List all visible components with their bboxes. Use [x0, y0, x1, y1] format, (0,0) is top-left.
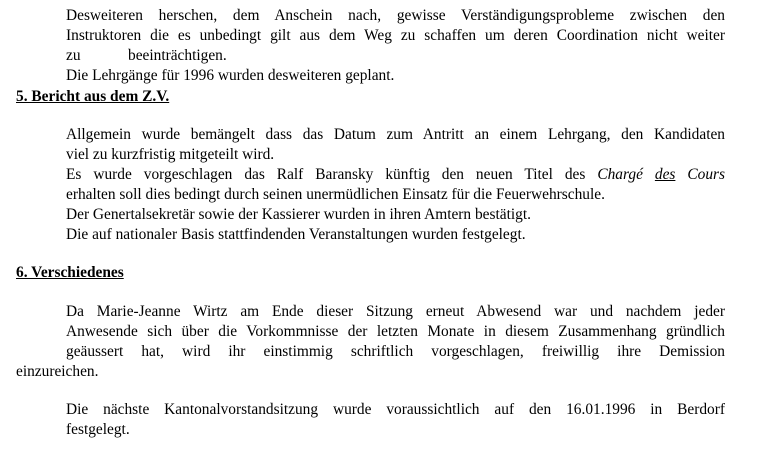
intro-line-4: Die Lehrgänge für 1996 wurden desweiteren geplant.	[66, 67, 395, 84]
title-cours: Cours	[675, 166, 725, 183]
section-5-p1-line-2: viel zu kurzfristig mitgeteilt wird.	[66, 146, 275, 163]
section-5-p2-line-1	[66, 165, 725, 185]
section-5-p4: Die auf nationaler Basis stattfindenden Veranstaltungen wurden festgelegt.	[66, 226, 526, 243]
section-6-heading: 6. Verschiedenes	[16, 264, 124, 281]
section-6-p1-line-1: Da Marie-Jeanne Wirtz am Ende dieser Sitzung erneut Abwesend war und nachdem jeder	[66, 303, 725, 320]
section-5-p3: Der Genertalsekretär sowie der Kassierer wurden in ihren Amtern bestätigt.	[66, 206, 531, 223]
intro-line-3b: beeinträchtigen.	[128, 47, 227, 64]
section-6-p1-line-2: Anwesende sich über die Vorkommnisse der letzten Monate in diesem Zusammenhang gründlich	[66, 323, 725, 340]
title-charge: Chargé	[597, 166, 655, 183]
intro-line-2: Instruktoren die es unbedingt gilt aus dem Weg zu schaffen um deren Coordination nicht weiter	[66, 27, 725, 44]
intro-line-1: Desweiteren herschen, dem Anschein nach, gewisse Verständigungsprobleme zwischen den	[66, 7, 725, 24]
intro-line-3a: zu	[66, 47, 81, 64]
section-5-heading: 5. Bericht aus dem Z.V.	[16, 88, 170, 105]
section-5-p1-line-1: Allgemein wurde bemängelt dass das Datum zum Antritt an einem Lehrgang, den Kandidaten	[66, 126, 725, 143]
title-des: des	[654, 166, 676, 183]
section-6-p2-line-1: Die nächste Kantonalvorstandsitzung wurde voraussichtlich auf den 16.01.1996 in Berdorf	[66, 401, 725, 418]
section-6-p2-line-2: festgelegt.	[66, 421, 130, 438]
section-6-p1-line-3: geäussert hat, wird ihr einstimmig schriftlich vorgeschlagen, freiwillig ihre Demission	[66, 343, 725, 360]
section-5-p2-line-2: erhalten soll dies bedingt durch seinen unermüdlichen Einsatz für die Feuerwehrschule.	[66, 186, 605, 203]
section-6-p1-line-4: einzureichen.	[16, 363, 99, 380]
section-5-p2-text: Es wurde vorgeschlagen das Ralf Baransky künftig den neuen Titel des	[66, 166, 598, 183]
